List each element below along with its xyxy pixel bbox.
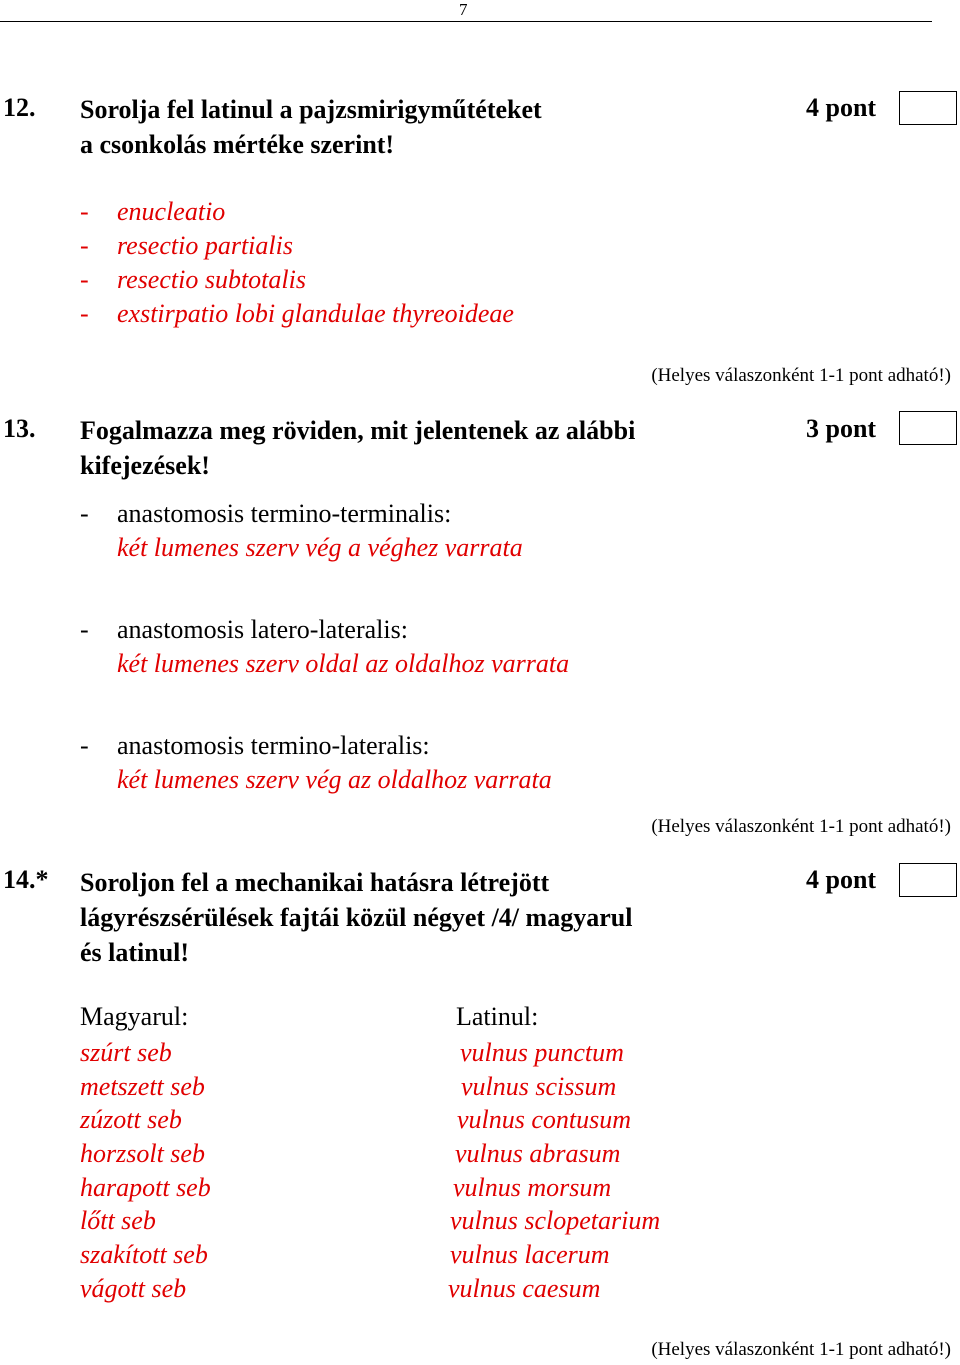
q13-scoring-note: (Helyes válaszonként 1-1 pont adható!)	[651, 816, 951, 837]
q13-term-2: - anastomosis latero-lateralis: két lumenes szerv oldal az oldalhoz varrata	[80, 613, 569, 681]
term-definition: két lumenes szerv vég a véghez varrata	[117, 533, 523, 562]
q12-score-box[interactable]	[899, 91, 957, 125]
hungarian-column-header: Magyarul:	[80, 1002, 189, 1031]
q12-text-line1: Sorolja fel latinul a pajzsmirigyműtéteket	[80, 95, 542, 124]
q12-text	[80, 92, 542, 162]
q14-number: 14.*	[3, 865, 49, 894]
list-item: szakított seb	[80, 1240, 208, 1270]
q14-points: 4 pont	[806, 865, 877, 894]
list-item: vulnus caesum	[448, 1273, 601, 1303]
q13-term-3: - anastomosis termino-lateralis: két lumenes szerv vég az oldalhoz varrata	[80, 729, 552, 797]
term-label: anastomosis termino-lateralis:	[117, 731, 430, 760]
list-item: harapott seb	[80, 1172, 211, 1202]
q12-text-line2: a csonkolás mértéke szerint!	[80, 130, 395, 159]
q14-text-line1: Soroljon fel a mechanikai hatásra létrejött	[80, 868, 550, 897]
q13-term-1: - anastomosis termino-terminalis: két lumenes szerv vég a véghez varrata	[80, 497, 523, 565]
q14-scoring-note: (Helyes válaszonként 1-1 pont adható!)	[651, 1339, 951, 1360]
q12-scoring-note: (Helyes válaszonként 1-1 pont adható!)	[651, 365, 951, 386]
list-item: horzsolt seb	[80, 1139, 205, 1169]
list-item: vulnus scissum	[461, 1071, 617, 1101]
header-rule	[0, 21, 932, 22]
q14-text-line2: lágyrészsérülések fajtái közül négyet /4/ magyarul	[80, 903, 633, 932]
list-item: vulnus morsum	[453, 1172, 612, 1202]
list-item: vulnus lacerum	[450, 1240, 610, 1270]
term-definition: két lumenes szerv vég az oldalhoz varrata	[117, 765, 552, 794]
page-number: 7	[459, 0, 468, 19]
list-item: vulnus abrasum	[455, 1139, 621, 1169]
list-item: - exstirpatio lobi glandulae thyreoideae	[80, 299, 514, 328]
list-item: zúzott seb	[80, 1105, 182, 1135]
term-label: anastomosis latero-lateralis:	[117, 615, 408, 644]
q14-text-line3: és latinul!	[80, 938, 190, 967]
q12-number: 12.	[3, 93, 36, 122]
list-item: vulnus punctum	[460, 1038, 624, 1067]
list-item: metszett seb	[80, 1071, 205, 1101]
list-item: vulnus sclopetarium	[450, 1206, 661, 1236]
term-definition: két lumenes szerv oldal az oldalhoz varrata	[117, 649, 570, 678]
q13-points: 3 pont	[806, 414, 877, 443]
q13-text	[80, 413, 635, 483]
q13-score-box[interactable]	[899, 411, 957, 445]
list-item: - enucleatio	[80, 197, 226, 226]
q14-text	[80, 865, 632, 970]
list-item: lőtt seb	[80, 1206, 156, 1236]
q13-text-line1: Fogalmazza meg röviden, mit jelentenek az alábbi	[80, 416, 636, 445]
q14-score-box[interactable]	[899, 863, 957, 897]
term-label: anastomosis termino-terminalis:	[117, 499, 452, 528]
q12-answer-list	[80, 195, 514, 331]
list-item: - resectio partialis	[80, 231, 293, 260]
list-item: vulnus contusum	[457, 1105, 632, 1135]
list-item: szúrt seb	[80, 1038, 172, 1067]
q13-text-line2: kifejezések!	[80, 451, 210, 480]
q12-points: 4 pont	[806, 93, 877, 122]
q13-number: 13.	[3, 414, 36, 443]
list-item: vágott seb	[80, 1273, 187, 1303]
latin-column-header: Latinul:	[456, 1002, 539, 1031]
list-item: - resectio subtotalis	[80, 265, 306, 294]
latin-column	[0, 1036, 660, 1306]
